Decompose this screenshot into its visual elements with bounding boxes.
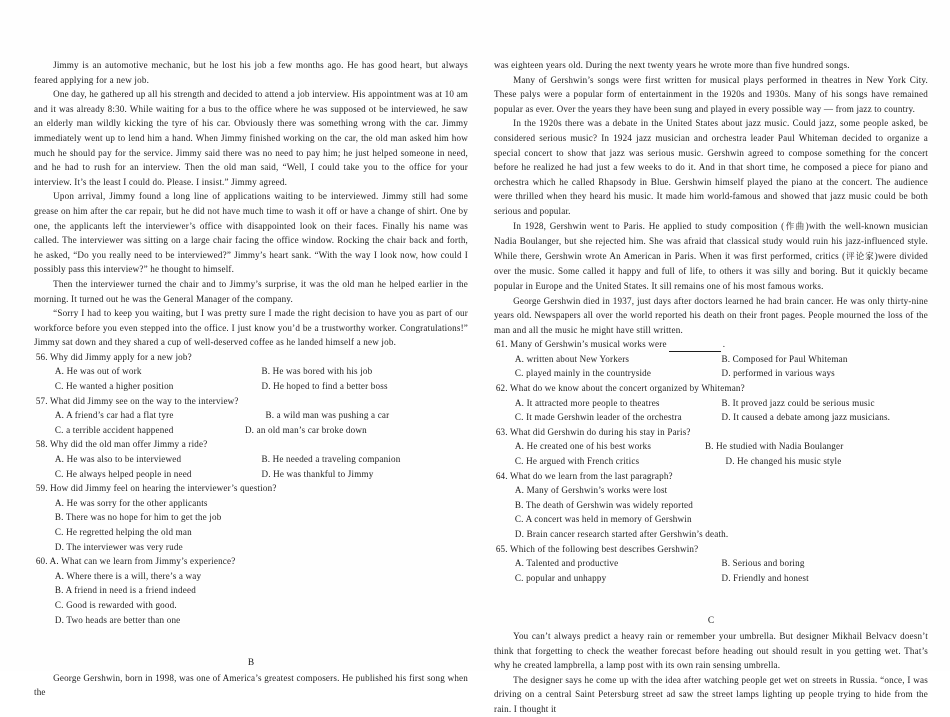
paris-text-part-1: In 1928, Gershwin went to Paris. He applied to study composition ( xyxy=(513,220,785,231)
question-64-option-a[interactable]: A. Many of Gershwin’s works were lost xyxy=(514,485,668,496)
question-59-stem: 59. How did Jimmy feel on hearing the interviewer’s question? xyxy=(35,483,277,494)
question-60-option-b[interactable]: B. A friend in need is a friend indeed xyxy=(54,585,196,596)
paris-text-part-3: )were divided over the music. Some called it happy and full of life, to others it was silly and boring. But it quickly became popular in Europe and the United States. It sill remains one of his most famous works. xyxy=(494,250,928,291)
question-62-stem: 62. What do we know about the concert organized by Whiteman? xyxy=(495,383,745,394)
question-56-option-d[interactable]: D. He hoped to find a better boss xyxy=(261,381,388,392)
question-62-option-b[interactable]: B. It proved jazz could be serious music xyxy=(721,397,875,408)
question-58-option-a[interactable]: A. He was also to be interviewed xyxy=(54,454,182,465)
question-56-option-a[interactable]: A. He was out of work xyxy=(54,366,142,377)
question-61-option-d[interactable]: D. performed in various ways xyxy=(721,368,835,379)
question-65-options-row-1 xyxy=(494,556,928,571)
passage-a-paragraph-3: Upon arrival, Jimmy found a long line of applications waiting to be interviewed. Jimmy still had some grease on him after the car repair, but he did not have much time to wash it off or have a change of shirt. One by one, the applicants left the interviewer’s office with disappointed look on their faces. Finally his name was called. The interviewer was sitting on a large chair facing the office window. Rocking the chair back and forth, he asked, “Do you really need to be interviewed?” Jimmy’s heart sank. “With the way I look now, how could I possibly pass this interview?” he thought to himself. xyxy=(34,191,468,275)
question-56-option-c[interactable]: C. He wanted a higher position xyxy=(54,381,174,392)
question-59-option-c[interactable]: C. He regretted helping the old man xyxy=(54,527,192,537)
question-61-options-row-2 xyxy=(494,366,928,381)
section-c-label: C xyxy=(707,616,715,627)
passage-b-paragraph-1: Many of Gershwin’s songs were first written for musical plays performed in theatres in New York City. These palys were a popular form of entertainment in the 1920s and 1930s. Many of his songs have remained popular as ever. Over the years they have been sung and played in every possible way — from jazz to country. xyxy=(494,74,928,114)
question-64-option-d[interactable]: D. Brain cancer research started after Gershwin’s death. xyxy=(514,529,729,539)
question-61-option-c[interactable]: C. played mainly in the countryside xyxy=(514,368,652,379)
question-62-option-a[interactable]: A. It attracted more people to theatres xyxy=(514,397,660,408)
question-58-option-b[interactable]: B. He needed a traveling companion xyxy=(261,454,401,465)
question-61-answer-blank[interactable] xyxy=(669,343,721,351)
question-58-option-d[interactable]: D. He was thankful to Jimmy xyxy=(261,468,374,479)
question-61-options-row-1 xyxy=(494,352,928,367)
passage-b-paragraph-2: In the 1920s there was a debate in the United States about jazz music. Could jazz, some people asked, be considered serious music? In 1924 jazz musician and orchestra leader Paul Whiteman decided to organize a special concert to show that jazz was serious music. Gershwin agreed to compose something for the concert before he realized he had just a few weeks to do it. And in that short time, he composed a piece for piano and orchestra which he called Rhapsody in Blue. Gershwin himself played the piano at the concert. The audience were thrilled when they heard his music. It made him world-famous and showed that jazz music could be both serious and popular. xyxy=(494,118,928,216)
question-65-stem: 65. Which of the following best describes Gershwin? xyxy=(495,543,699,554)
question-57-options-row-2 xyxy=(34,423,468,438)
question-56-stem: 56. Why did Jimmy apply for a new job? xyxy=(35,351,192,362)
question-62-option-c[interactable]: C. It made Gershwin leader of the orchestra xyxy=(514,412,682,423)
question-62-option-d[interactable]: D. It caused a debate among jazz musicians. xyxy=(721,412,891,423)
question-56-option-b[interactable]: B. He was bored with his job xyxy=(261,366,373,377)
section-gap-c xyxy=(494,585,928,614)
section-b-label: B xyxy=(247,658,255,669)
question-65-options-row-2 xyxy=(494,571,928,586)
question-61-option-b[interactable]: B. Composed for Paul Whiteman xyxy=(721,353,848,364)
question-63-option-d[interactable]: D. He changed his music style xyxy=(725,456,842,467)
passage-a-paragraph-2: One day, he gathered up all his strength and decided to attend a job interview. His appointment was at 10 am and it was already 8:30. While waiting for a bus to the office where he was supposed ot be interviewed, he saw an elderly man wildly kicking the tyre of his car. Obviously there was something wrong with the car. Jimmy immediately went up to lend him a hand. When Jimmy finished working on the car, the old man asked him how much he should pay for the service. Jimmy said there was no need to pay him; he just helped someone in need, and he had to rush for an interview. Then the old man said, “Well, I could take you to the office for your interview. It’s the least I could do. Please. I insist.” Jimmy agreed. xyxy=(34,89,468,187)
question-60-option-c[interactable]: C. Good is rewarded with good. xyxy=(54,599,177,610)
passage-a-paragraph-5: “Sorry I had to keep you waiting, but I was pretty sure I made the right decision to have you as part of our workforce before you even stepped into the office. I just know you’d be a trustworthy worker. Congratulations!” Jimmy sat down and they shared a cup of well-deserved coffee as he landed himself a new job. xyxy=(34,308,468,348)
question-57-stem: 57. What did Jimmy see on the way to the interview? xyxy=(35,395,239,406)
question-57-option-a[interactable]: A. A friend’s car had a flat tyre xyxy=(54,410,174,421)
question-60-stem: 60. A. What can we learn from Jimmy’s experience? xyxy=(35,556,236,567)
passage-b-first-line: George Gershwin, born in 1998, was one of America’s greatest composers. He published his first song when the xyxy=(34,672,468,698)
question-62-options-row-2 xyxy=(494,410,928,425)
section-gap xyxy=(34,627,468,656)
passage-a-paragraph-1: Jimmy is an automotive mechanic, but he lost his job a few months ago. He has good heart, but always feared applying for a new job. xyxy=(34,60,468,85)
question-58-options-row-2 xyxy=(34,467,468,482)
question-58-option-c[interactable]: C. He always helped people in need xyxy=(54,468,192,479)
question-58-options-row-1 xyxy=(34,452,468,467)
passage-b-paragraph-4: George Gershwin died in 1937, just days after doctors learned he had brain cancer. He was only thirty-nine years old. Newspapers all over the world reported his death on their front pages. People mourned the loss of the man and all the music he might have still written. xyxy=(494,295,928,335)
passage-a-paragraph-4: Then the interviewer turned the chair and to Jimmy’s surprise, it was the old man he helped earlier in the morning. It turned out he was the General Manager of the company. xyxy=(34,278,468,304)
question-65-option-b[interactable]: B. Serious and boring xyxy=(721,558,805,569)
question-58-stem: 58. Why did the old man offer Jimmy a ride? xyxy=(35,439,208,450)
question-61-stem-text: 61. Many of Gershwin’s musical works were xyxy=(495,339,667,350)
passage-b-continuation: was eighteen years old. During the next twenty years he wrote more than five hundred songs. xyxy=(494,60,850,70)
question-61-stem xyxy=(494,337,928,352)
passage-c-paragraph-2: The designer says he come up with the idea after watching people get wet on streets in Russia. “once, I was driving on a central Saint Petersburg street ad saw the street lamps lighting up people trying to hide from the rain. I thought it xyxy=(494,674,928,714)
question-63-stem: 63. What did Gershwin do during his stay in Paris? xyxy=(495,426,691,437)
question-64-stem: 64. What do we learn from the last paragraph? xyxy=(495,470,673,481)
question-63-options-row-2 xyxy=(494,454,928,469)
question-59-option-a[interactable]: A. He was sorry for the other applicants xyxy=(54,497,208,508)
question-62-options-row-1 xyxy=(494,396,928,411)
right-column xyxy=(494,58,928,714)
question-56-options-row-2 xyxy=(34,379,468,394)
question-57-options-row-1 xyxy=(34,408,468,423)
question-57-option-b[interactable]: B. a wild man was pushing a car xyxy=(265,410,390,421)
question-65-option-c[interactable]: C. popular and unhappy xyxy=(514,572,607,583)
question-61-option-a[interactable]: A. written about New Yorkers xyxy=(514,353,630,364)
question-64-option-b[interactable]: B. The death of Gershwin was widely reported xyxy=(514,499,693,510)
question-57-option-c[interactable]: C. a terrible accident happened xyxy=(54,424,174,435)
passage-c-paragraph-1: You can’t always predict a heavy rain or remember your umbrella. But designer Mikhail Belvacv doesn’t think that forgetting to check the weather forecast before heading out should result in you getting wet. That’s why he created lampbrella, a lamp post with its own rain sensing umbrella. xyxy=(494,630,928,671)
question-61-stem-period: . xyxy=(722,339,726,350)
question-60-option-a[interactable]: A. Where there is a will, there’s a way xyxy=(54,570,202,581)
question-63-option-a[interactable]: A. He created one of his best works xyxy=(514,441,652,452)
question-60-option-d[interactable]: D. Two heads are better than one xyxy=(54,614,181,625)
paris-text-part-2: )with the well-known musician Nadia Boulanger, but she rejected him. She was afraid that classical study would ruin his jazz-influenced style. While there, Gershwin wrote An American in Paris. When it was first performed, critics ( xyxy=(494,220,928,261)
question-56-options-row-1 xyxy=(34,364,468,379)
question-64-option-c[interactable]: C. A concert was held in memory of Gershwin xyxy=(514,514,692,525)
question-63-option-b[interactable]: B. He studied with Nadia Boulanger xyxy=(704,441,844,452)
question-65-option-d[interactable]: D. Friendly and honest xyxy=(721,572,809,583)
chinese-gloss-composition: 作曲 xyxy=(784,221,806,232)
question-59-option-b[interactable]: B. There was no hope for him to get the job xyxy=(54,512,222,523)
question-63-options-row-1 xyxy=(494,439,928,454)
left-column xyxy=(34,58,468,698)
passage-b-paris-paragraph xyxy=(494,219,928,294)
chinese-gloss-critics: 评论家 xyxy=(845,251,875,262)
question-57-option-d[interactable]: D. an old man’s car broke down xyxy=(244,424,367,435)
question-63-option-c[interactable]: C. He argued with French critics xyxy=(514,456,640,467)
question-65-option-a[interactable]: A. Talented and productive xyxy=(514,558,619,569)
question-59-option-d[interactable]: D. The interviewer was very rude xyxy=(54,541,183,552)
